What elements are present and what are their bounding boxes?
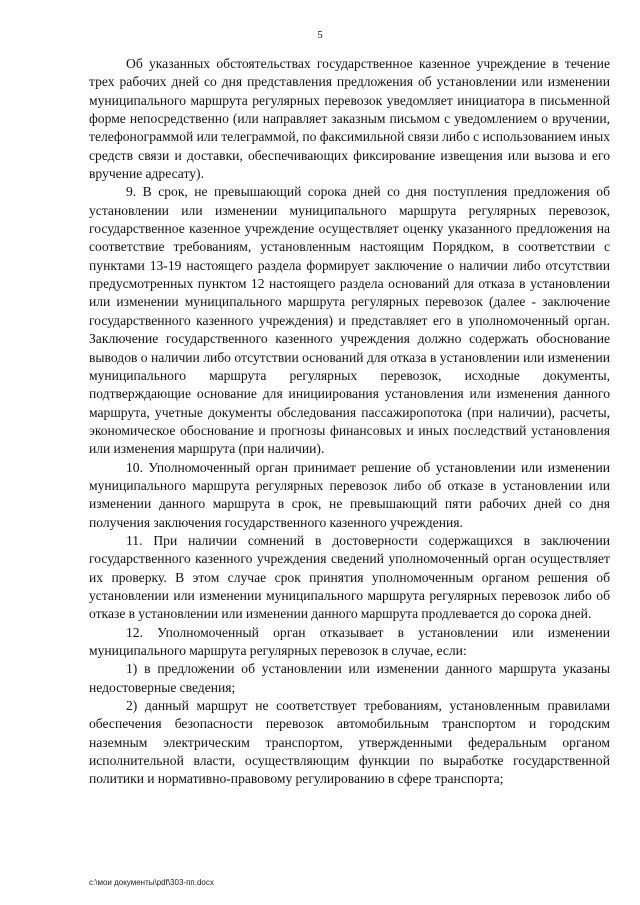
paragraph-notification: Об указанных обстоятельствах государственное казенное учреждение в течение трех рабочих дней со дня представления предложения об установлении или изменении муниципального маршрута регулярных перевозок уведомляет инициатора в письменной форме непосредственно (или направляет заказным письмом с уведомлением о вручении, телефонограммой или телеграммой, по факсимильной связи либо с использованием иных средств связи и доставки, обеспечивающих фиксирование извещения или вызова и его вручение адресату). [89, 56, 610, 182]
paragraph-item-9: 9. В срок, не превышающий сорока дней со дня поступления предложения об установлении или изменении муниципального маршрута регулярных перевозок, государственное казенное учреждение осуществляет оценку указанного предложения на соответствие требованиям, установленным настоящим Порядком, в соответствии с пунктами 13-19 настоящего раздела формирует заключение о наличии либо отсутствии предусмотренных пунктом 12 настоящего раздела оснований для отказа в установлении или изменении муниципального маршрута регулярных перевозок (далее - заключение государственного казенного учреждения) и представляет его в уполномоченный орган. Заключение государственного казенного учреждения должно содержать обоснование выводов о наличии либо отсутствии оснований для отказа в установлении или изменении муниципального маршрута регулярных перевозок, исходные документы, подтверждающие основание для инициирования установления или изменения данного маршрута, учетные документы обследования пассажиропотока (при наличии), расчеты, экономическое обоснование и прогнозы финансовых и иных последствий установления или изменения маршрута (при наличии). [89, 184, 610, 457]
page-number: 5 [317, 29, 323, 41]
paragraph-item-11: 11. При наличии сомнений в достоверности содержащихся в заключении государственного казенного учреждения сведений уполномоченный орган осуществляет их проверку. В этом случае срок принятия уполномоченным органом решения об установлении или изменении муниципального маршрута регулярных перевозок либо об отказе в установлении или изменении данного маршрута продлевается до сорока дней. [89, 532, 610, 622]
paragraph-subitem-2: 2) данный маршрут не соответствует требованиям, установленным правилами обеспечения безопасности перевозок автомобильным транспортом и городским наземным электрическим транспортом, утвержденными федеральным органом исполнительной власти, осуществляющим функции по выработке государственной политики и нормативно-правовому регулированию в сфере транспорта; [89, 698, 610, 787]
footer-file-path: c:\мои документы\pdf\303-пп.docx [89, 878, 214, 887]
paragraph-subitem-1: 1) в предложении об установлении или изменении данного маршрута указаны недостоверные сведения; [89, 661, 610, 695]
paragraph-item-12: 12. Уполномоченный орган отказывает в установлении или изменении муниципального маршрута регулярных перевозок в случае, если: [89, 624, 610, 658]
paragraph-item-10: 10. Уполномоченный орган принимает решение об установлении или изменении муниципального маршрута регулярных перевозок либо об отказе в установлении или изменении данного маршрута в срок, не превышающий пяти рабочих дней со дня получения заключения государственного казенного учреждения. [89, 459, 610, 530]
document-body [89, 55, 610, 789]
